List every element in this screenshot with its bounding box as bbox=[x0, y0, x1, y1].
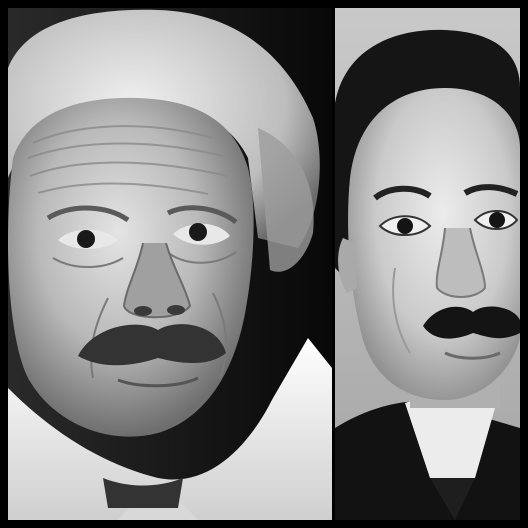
left-portrait-panel bbox=[8, 8, 332, 520]
right-portrait-image bbox=[335, 8, 520, 520]
left-face bbox=[8, 98, 254, 437]
right-face bbox=[348, 88, 520, 400]
left-portrait-image bbox=[8, 8, 332, 520]
right-portrait-panel bbox=[335, 8, 520, 520]
